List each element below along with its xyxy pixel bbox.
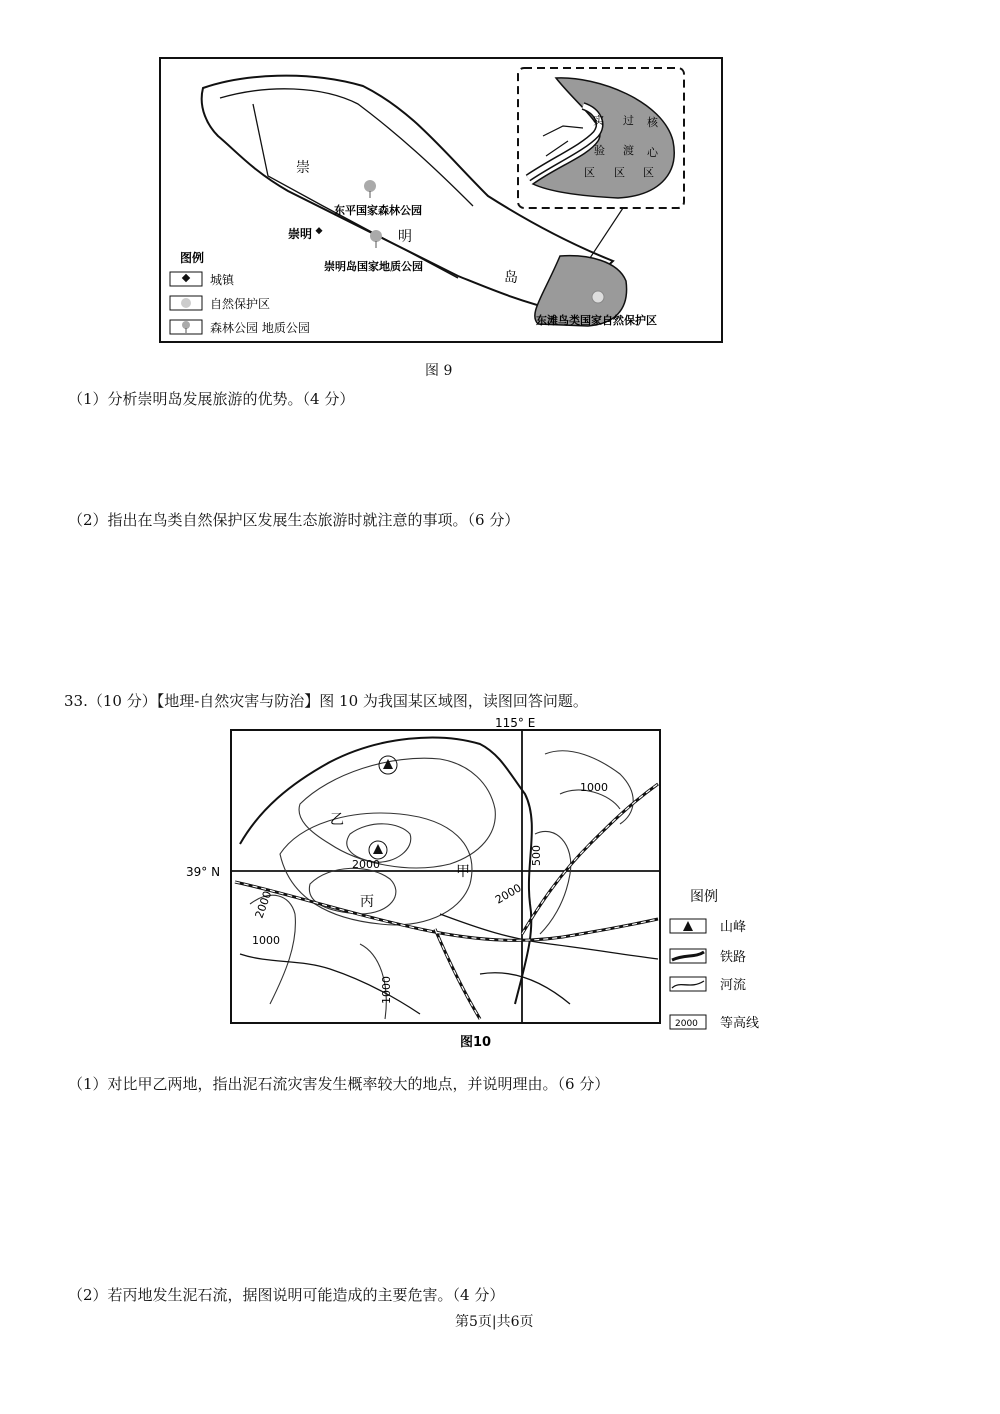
lon-label: 115° E: [495, 716, 536, 730]
inset-char: 渡: [623, 144, 634, 157]
inset-char: 核: [647, 116, 658, 129]
label-dongping-park: 东平国家森林公园: [334, 204, 422, 217]
contour-label: 2000: [252, 889, 275, 921]
legend-title: 图例: [690, 889, 718, 905]
q33-header: 33.（10 分）【地理-自然灾害与防治】图 10 为我国某区域图，读图回答问题。: [64, 692, 588, 710]
inset-char: 实: [593, 114, 604, 127]
figure-9-map: [158, 56, 724, 344]
reserve-legend-icon: [181, 298, 191, 308]
figure-10-map: [180, 714, 780, 1056]
q32-part2: （2）指出在鸟类自然保护区发展生态旅游时就注意的事项。（6 分）: [68, 511, 520, 529]
legend-label: 山峰: [720, 920, 747, 935]
legend-label: 城镇: [210, 273, 235, 287]
contour-label: 1000: [380, 976, 393, 1004]
q33-part2: （2）若丙地发生泥石流，据图说明可能造成的主要危害。（4 分）: [68, 1286, 505, 1304]
label-geo-park: 崇明岛国家地质公园: [324, 260, 423, 273]
contour-label: 2000: [352, 858, 380, 871]
inset-char: 心: [647, 146, 658, 159]
inset-char: 区: [584, 166, 595, 179]
label-dao: 岛: [504, 270, 518, 286]
label-jia: 甲: [456, 864, 470, 880]
legend-label: 自然保护区: [210, 297, 271, 311]
legend-label: 河流: [720, 978, 747, 993]
inset-char: 区: [614, 166, 625, 179]
legend-label: 铁路: [720, 950, 747, 965]
label-ming: 明: [398, 229, 412, 245]
contour-label: 500: [530, 845, 543, 866]
contour-sample-label: 2000: [675, 1019, 698, 1029]
page-footer: 第5页|共6页: [455, 1314, 534, 1330]
lat-label: 39° N: [186, 865, 221, 879]
legend-title: 图例: [180, 251, 205, 265]
label-dongtan-reserve: 东滩鸟类国家自然保护区: [536, 314, 657, 327]
contour-label: 1000: [580, 781, 608, 794]
legend-label: 等高线: [720, 1016, 760, 1031]
figure-9-caption: 图 9: [425, 363, 453, 379]
reserve-icon: [592, 291, 604, 303]
q32-part1: （1）分析崇明岛发展旅游的优势。（4 分）: [68, 390, 355, 408]
contour-label: 2000: [493, 881, 524, 907]
label-bing: 丙: [360, 894, 374, 910]
label-yi: 乙: [330, 812, 344, 828]
contour-label: 1000: [252, 934, 280, 947]
inset-char: 过: [623, 114, 634, 127]
figure-10-frame: [231, 730, 660, 1023]
legend-swatch-river: [670, 977, 706, 991]
legend-label: 森林公园 地质公园: [210, 321, 310, 335]
figure-10-caption: 图10: [460, 1035, 492, 1050]
inset-char: 区: [643, 166, 654, 179]
q33-part1: （1）对比甲乙两地，指出泥石流灾害发生概率较大的地点，并说明理由。（6 分）: [68, 1075, 610, 1093]
inset-char: 验: [594, 144, 605, 157]
label-chongming-town: 崇明: [288, 227, 313, 241]
label-chong: 崇: [296, 160, 310, 176]
